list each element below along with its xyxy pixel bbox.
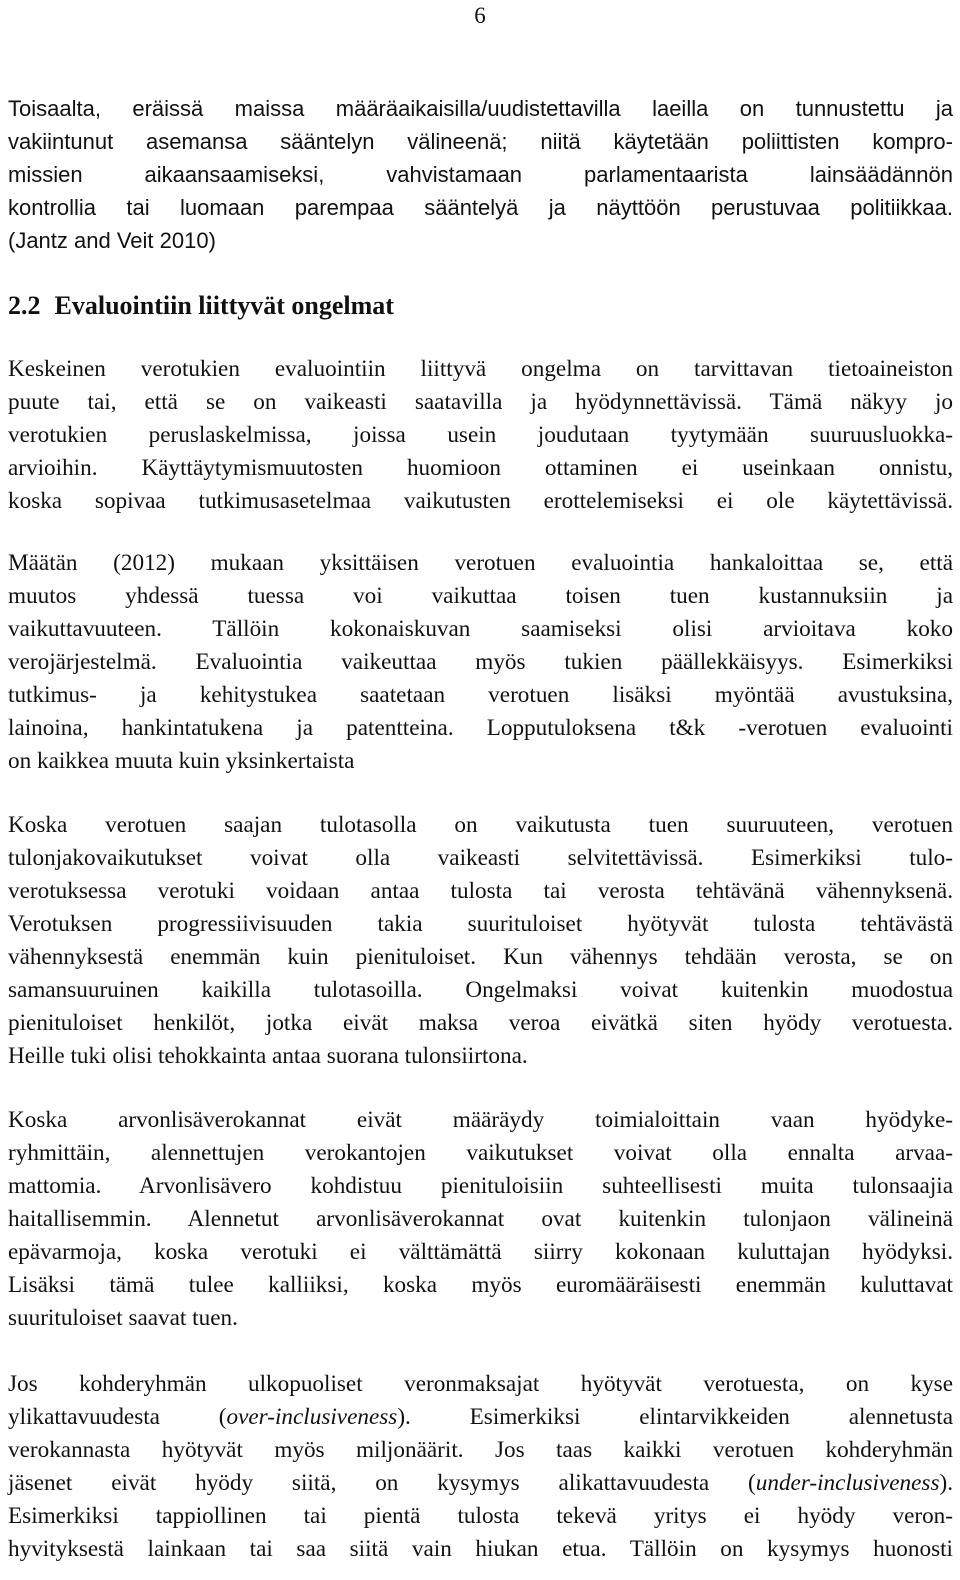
text-line: vähennyksestä enemmän kuin pienituloiset. Kun vähennys tehdään verosta, se on <box>8 944 953 970</box>
text-line: on kaikkea muuta kuin yksinkertaista <box>8 748 355 774</box>
text-line: puute tai, että se on vaikeasti saatavilla ja hyödynnettävissä. Tämä näkyy jo <box>8 389 953 415</box>
text-line: Lisäksi tämä tulee kalliiksi, koska myös euromääräisesti enemmän kuluttavat <box>8 1272 953 1298</box>
text-line: tulonjakovaikutukset voivat olla vaikeasti selvitettävissä. Esimerkiksi tulo- <box>8 845 953 871</box>
text-line: verojärjestelmä. Evaluointia vaikeuttaa myös tukien päällekkäisyys. Esimerkiksi <box>8 649 953 675</box>
text-line: ryhmittäin, alennettujen verokantojen vaikutukset voivat olla ennalta arvaa- <box>8 1140 953 1166</box>
text-line: arvioihin. Käyttäytymismuutosten huomioon ottaminen ei useinkaan onnistu, <box>8 455 953 481</box>
text-line: pienituloiset henkilöt, jotka eivät maksa veroa eivätkä siten hyödy verotuesta. <box>8 1010 953 1036</box>
text-line: samansuuruinen kaikilla tulotasoilla. Ongelmaksi voivat kuitenkin muodostua <box>8 977 953 1003</box>
text-line: Heille tuki olisi tehokkainta antaa suorana tulonsiirtona. <box>8 1043 528 1069</box>
paragraph <box>8 547 953 778</box>
text-line: Koska arvonlisäverokannat eivät määräydy toimialoittain vaan hyödyke- <box>8 1107 953 1133</box>
text-segment: ). <box>939 1470 953 1496</box>
paragraph <box>8 809 953 1073</box>
text-line: suurituloiset saavat tuen. <box>8 1305 238 1331</box>
text-line <box>8 1401 953 1434</box>
text-line: lainoina, hankintatukena ja patentteina. Lopputuloksena t&k -verotuen evaluointi <box>8 715 953 741</box>
text-line: mattomia. Arvonlisävero kohdistuu pienituloisiin suhteellisesti muita tulonsaajia <box>8 1173 953 1199</box>
text-line: verotuksessa verotuki voidaan antaa tulosta tai verosta tehtävänä vähennyksenä. <box>8 878 953 904</box>
paragraph <box>8 1104 953 1335</box>
paragraph <box>8 353 953 518</box>
text-segment: ). Esimerkiksi elintarvikkeiden alennetusta <box>397 1404 953 1430</box>
text-line: vakiintunut asemansa sääntelyn välineenä; niitä käytetään poliittisten kompro- <box>8 129 953 154</box>
italic-term: over-inclusiveness <box>226 1404 398 1430</box>
text-line: Määtän (2012) mukaan yksittäisen verotuen evaluointia hankaloittaa se, että <box>8 550 953 576</box>
section-heading <box>8 288 394 324</box>
text-line: kontrollia tai luomaan parempaa sääntelyä ja näyttöön perustuvaa politiikkaa. <box>8 195 953 220</box>
text-line: koska sopivaa tutkimusasetelmaa vaikutusten erottelemiseksi ei ole käytettävissä. <box>8 488 953 514</box>
text-line: hyvityksestä lainkaan tai saa siitä vain hiukan etua. Tällöin on kysymys huonosti <box>8 1536 953 1562</box>
text-line: vaikuttavuuteen. Tällöin kokonaiskuvan saamiseksi olisi arvioitava koko <box>8 616 953 642</box>
text-line: Verotuksen progressiivisuuden takia suurituloiset hyötyvät tulosta tehtävästä <box>8 911 953 937</box>
text-segment: jäsenet eivät hyödy siitä, on kysymys alikattavuudesta ( <box>8 1470 756 1496</box>
text-line <box>8 1467 953 1500</box>
section-title: Evaluointiin liittyvät ongelmat <box>54 291 394 320</box>
text-line: (Jantz and Veit 2010) <box>8 228 216 253</box>
page-number: 6 <box>474 3 486 28</box>
text-line: Esimerkiksi tappiollinen tai pientä tulosta tekevä yritys ei hyödy veron- <box>8 1503 953 1529</box>
text-line: missien aikaansaamiseksi, vahvistamaan parlamentaarista lainsäädännön <box>8 162 953 187</box>
text-line: Koska verotuen saajan tulotasolla on vaikutusta tuen suuruuteen, verotuen <box>8 812 953 838</box>
text-line: muutos yhdessä tuessa voi vaikuttaa toisen tuen kustannuksiin ja <box>8 583 953 609</box>
text-line: Toisaalta, eräissä maissa määräaikaisilla/uudistettavilla laeilla on tunnustettu ja <box>8 96 953 121</box>
text-line: Keskeinen verotukien evaluointiin liittyvä ongelma on tarvittavan tietoaineiston <box>8 356 953 382</box>
text-line: Jos kohderyhmän ulkopuoliset veronmaksajat hyötyvät verotuesta, on kyse <box>8 1371 953 1397</box>
text-line: verotukien peruslaskelmissa, joissa usein joudutaan tyytymään suuruusluokka- <box>8 422 953 448</box>
paragraph <box>8 1368 953 1566</box>
text-line: haitallisemmin. Alennetut arvonlisäverokannat ovat kuitenkin tulonjaon välineinä <box>8 1206 953 1232</box>
section-number: 2.2 <box>8 291 41 320</box>
intro-paragraph <box>8 92 953 257</box>
text-segment: ylikattavuudesta ( <box>8 1404 227 1430</box>
italic-term: under-inclusiveness <box>755 1470 940 1496</box>
text-line: tutkimus- ja kehitystukea saatetaan verotuen lisäksi myöntää avustuksina, <box>8 682 953 708</box>
text-line: verokannasta hyötyvät myös miljonäärit. Jos taas kaikki verotuen kohderyhmän <box>8 1437 953 1463</box>
text-line: epävarmoja, koska verotuki ei välttämättä siirry kokonaan kuluttajan hyödyksi. <box>8 1239 953 1265</box>
